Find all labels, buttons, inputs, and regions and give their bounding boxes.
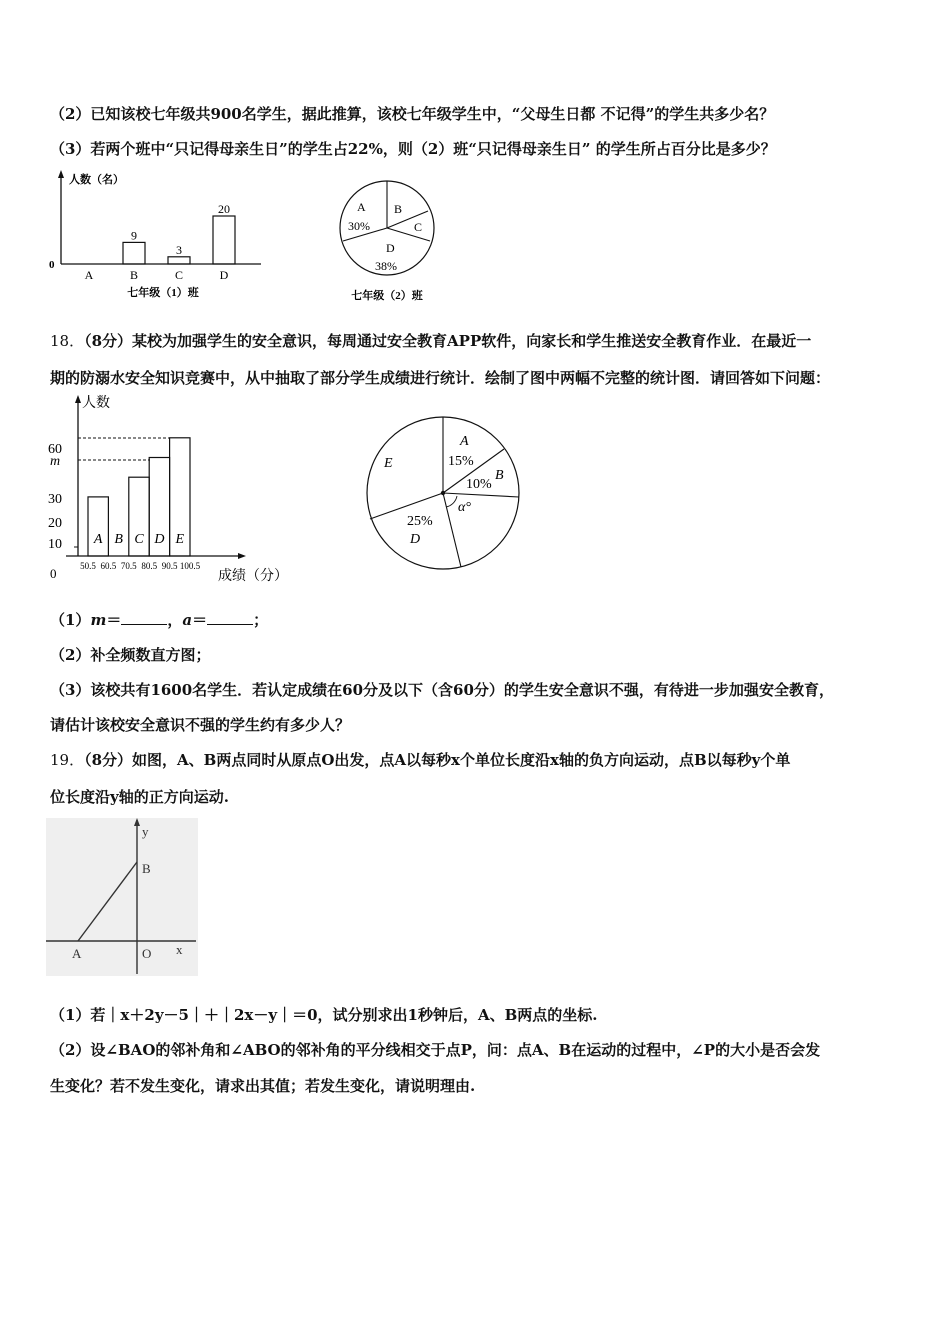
q17-pie-chart xyxy=(330,178,450,308)
q18-sub2: （2）补全频数直方图； xyxy=(50,646,211,664)
q18-text-line1: （8分）某校为加强学生的安全意识，每周通过安全教育APP软件，向家长和学生推送安全教育作业．在最近一 xyxy=(84,332,812,350)
q17-pie-divider-cd xyxy=(387,228,430,241)
q18-pie-label-d: D xyxy=(410,532,421,547)
q17-pie-caption: 七年级（2）班 xyxy=(351,290,423,302)
q18-sub1 xyxy=(50,609,268,630)
q19-label-b: B xyxy=(142,861,151,876)
q18-hist-bar-A xyxy=(88,497,108,556)
q18-hist-origin: 0 xyxy=(50,566,57,581)
q18-hist-xtick-0: 50.5 xyxy=(80,561,96,571)
q17-bar-chart xyxy=(45,168,270,308)
q18-sub1-sep: ， xyxy=(167,611,183,629)
q18-hist-x-arrow xyxy=(238,553,246,559)
q18-hist-ytick-10: 10 xyxy=(48,537,62,552)
q17-bar-ylabel: 人数（名） xyxy=(69,174,124,186)
q18-sub1-eq1: ＝ xyxy=(106,611,122,629)
q19-figure xyxy=(46,818,198,976)
q18-hist-bar-label-C: C xyxy=(134,532,144,547)
q18-sub3-line1: （3）该校共有1600名学生．若认定成绩在60分及以下（含60分）的学生安全意识不强，有待进一步加强安全教育， xyxy=(50,681,834,699)
q19-label-a: A xyxy=(72,946,82,961)
q18-pie-angle-arc xyxy=(446,496,457,507)
q19-y-arrow xyxy=(134,818,140,826)
q18-hist-xtick-3: 80.5 xyxy=(141,561,158,571)
q18-hist-ytick-20: 20 xyxy=(48,516,62,531)
q18-hist-xtick-5: 100.5 xyxy=(179,561,201,571)
q17-bar-origin: 0 xyxy=(49,259,55,271)
q17-bar-category-B: B xyxy=(129,268,139,282)
q18-hist-ylabel: 人数 xyxy=(82,396,110,411)
q17-bar-category-A: A xyxy=(84,268,94,282)
q18-hist-bar-label-E: E xyxy=(175,532,185,547)
q18-histogram xyxy=(42,393,302,588)
q17-bar-value-B: 9 xyxy=(131,228,137,243)
q17-part3: （3）若两个班中“只记得母亲生日”的学生占22%，则（2）班“只记得母亲生日” 的学生所占百分比是多少？ xyxy=(50,140,776,158)
q18-sub1-m: m xyxy=(90,611,107,629)
q19-line2: 位长度沿y轴的正方向运动. xyxy=(50,788,229,806)
q17-bar-B xyxy=(123,242,145,264)
q19-label-o: O xyxy=(142,946,152,961)
q18-pie-value-b: 10% xyxy=(466,477,492,492)
q19-line1 xyxy=(50,749,790,770)
q18-pie-label-a: A xyxy=(460,434,469,449)
q19-number: 19． xyxy=(50,751,85,769)
q17-bar-category-D: D xyxy=(219,268,229,282)
q19-label-y: y xyxy=(142,824,149,839)
q18-sub1-num: （1） xyxy=(50,611,91,629)
q19-sub1: （1）若｜x＋2y－5｜＋｜2x－y｜＝0，试分别求出1秒钟后，A、B两点的坐标. xyxy=(50,1006,598,1024)
q18-hist-xtick-2: 70.5 xyxy=(120,561,137,571)
q17-pie-value-d: 38% xyxy=(375,259,397,273)
q18-hist-bar-label-A: A xyxy=(93,532,103,547)
q18-number: 18． xyxy=(50,332,85,350)
q18-hist-bar-label-B: B xyxy=(114,532,123,547)
q19-sub2-line1: （2）设∠BAO的邻补角和∠ABO的邻补角的平分线相交于点P，问：点A、B在运动的过程中，∠P的大小是否会发 xyxy=(50,1041,821,1059)
q18-sub1-a: a xyxy=(182,611,193,629)
q18-hist-ytick-60: 60 xyxy=(48,442,62,457)
q17-part2: （2）已知该校七年级共900名学生，据此推算，该校七年级学生中，“父母生日都 不记得”的学生共多少名？ xyxy=(50,105,775,123)
q18-hist-xtick-4: 90.5 xyxy=(161,561,178,571)
q18-pie-label-e: E xyxy=(384,456,393,471)
q18-hist-y-arrow xyxy=(75,395,81,403)
q18-pie-divider-3 xyxy=(443,493,519,497)
q17-bar-value-C: 3 xyxy=(176,242,182,257)
q17-bar-C xyxy=(168,257,190,264)
q18-line1 xyxy=(50,330,811,351)
q17-pie-label-a: A xyxy=(357,200,366,214)
q17-bar-category-C: C xyxy=(174,268,184,282)
q18-hist-ytick-m: m xyxy=(50,454,61,469)
q17-pie-label-b: B xyxy=(394,202,403,216)
q19-label-x: x xyxy=(176,942,183,957)
q17-bar-value-D: 20 xyxy=(218,202,230,216)
q18-sub3-line2: 请估计该校安全意识不强的学生约有多少人？ xyxy=(50,716,351,734)
q18-pie-label-b: B xyxy=(495,468,504,483)
q18-hist-bar-label-D: D xyxy=(154,532,165,547)
q18-line2: 期的防溺水安全知识竞赛中，从中抽取了部分学生成绩进行统计．绘制了图中两幅不完整的统计图．请回答如下问题： xyxy=(50,369,831,387)
q17-pie-label-c: C xyxy=(414,220,423,234)
q17-bar-y-arrow xyxy=(58,170,64,178)
q19-text-line1: （8分）如图，A、B两点同时从原点O出发，点A以每秒x个单位长度沿x轴的负方向运动，点B以每秒y个单 xyxy=(84,751,791,769)
q18-hist-xlabel: 成绩（分） xyxy=(218,569,288,584)
q18-sub1-end: ； xyxy=(253,611,269,629)
q18-pie-value-d: 25% xyxy=(407,514,433,529)
q18-hist-xtick-1: 60.5 xyxy=(100,561,117,571)
q19-sub2-line2: 生变化？若不发生变化，请求出其值；若发生变化，请说明理由. xyxy=(50,1077,476,1095)
q17-pie-value-a: 30% xyxy=(348,219,370,233)
q18-hist-ytick-30: 30 xyxy=(48,492,62,507)
q18-pie-value-a: 15% xyxy=(448,454,474,469)
q17-bar-caption: 七年级（1）班 xyxy=(127,287,199,299)
q18-sub1-eq2: ＝ xyxy=(192,611,208,629)
q17-bar-D xyxy=(213,216,235,264)
q18-answer-blank-a[interactable] xyxy=(207,612,253,625)
q18-pie-alpha: α° xyxy=(458,500,471,515)
q19-segment-ab xyxy=(78,862,137,941)
q18-pie-center xyxy=(441,491,445,495)
q18-answer-blank-m[interactable] xyxy=(121,612,167,625)
q18-pie xyxy=(362,412,527,577)
q17-pie-label-d: D xyxy=(386,241,395,255)
